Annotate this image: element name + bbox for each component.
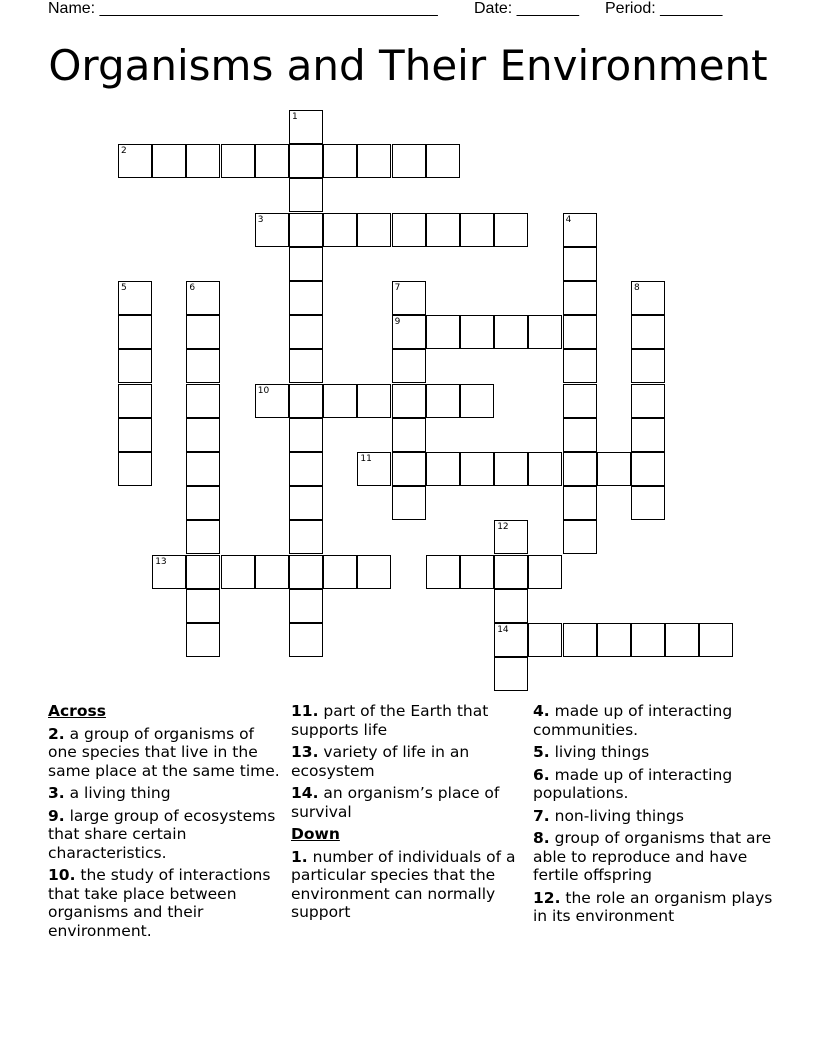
crossword-cell[interactable] [631,486,665,520]
period-field-label: Period: _______ [605,0,723,17]
name-field-label: Name: ______________________________________ [48,0,438,17]
crossword-cell[interactable] [357,555,391,589]
crossword-cell[interactable] [186,349,220,383]
crossword-cell[interactable] [494,555,528,589]
crossword-cell[interactable] [289,178,323,212]
crossword-cell[interactable] [152,144,186,178]
crossword-cell[interactable] [631,384,665,418]
crossword-cell[interactable] [186,486,220,520]
clue-number: 3. [48,784,65,802]
crossword-cell[interactable] [392,281,426,315]
crossword-cell[interactable] [186,452,220,486]
cell-number: 12 [497,522,509,533]
crossword-cell[interactable] [665,623,699,657]
crossword-cell[interactable] [631,281,665,315]
crossword-cell[interactable] [289,384,323,418]
crossword-cell[interactable] [392,384,426,418]
crossword-cell[interactable] [631,349,665,383]
clue-number: 10. [48,866,76,884]
across-heading: Across [48,702,106,720]
crossword-cell[interactable] [392,452,426,486]
clue-number: 5. [533,743,550,761]
crossword-cell[interactable] [460,315,494,349]
crossword-cell[interactable] [289,520,323,554]
clue-down-4 [533,702,773,739]
crossword-cell[interactable] [494,213,528,247]
crossword-cell[interactable] [528,315,562,349]
crossword-cell[interactable] [426,555,460,589]
crossword-cell[interactable] [631,623,665,657]
cell-number: 4 [565,214,572,225]
crossword-cell[interactable] [460,213,494,247]
clue-down-7 [533,807,773,826]
crossword-cell[interactable] [118,452,152,486]
down-heading: Down [291,825,340,843]
clue-text: made up of interacting populations. [533,765,733,802]
crossword-cell[interactable] [323,555,357,589]
clue-number: 6. [533,765,550,784]
crossword-cell[interactable] [528,452,562,486]
crossword-cell[interactable] [221,555,255,589]
crossword-cell[interactable] [357,452,391,486]
clue-across-10 [48,866,280,940]
clue-across-3 [48,784,280,803]
crossword-cell[interactable] [392,144,426,178]
crossword-cell[interactable] [426,452,460,486]
clue-text: the study of interactions that take place between organisms and their environment. [48,866,271,940]
crossword-cell[interactable] [357,144,391,178]
crossword-cell[interactable] [563,247,597,281]
cell-number: 8 [634,283,640,293]
clue-text: an organism’s place of survival [291,784,500,821]
crossword-cell[interactable] [118,418,152,452]
crossword-cell[interactable] [255,144,289,178]
crossword-cell[interactable] [563,623,597,657]
clue-number: 14. [291,784,319,802]
crossword-cell[interactable] [289,315,323,349]
crossword-cell[interactable] [289,589,323,623]
crossword-cell[interactable] [289,349,323,383]
clue-text: the role an organism plays in its environment [533,888,773,925]
clue-down-1 [291,848,526,922]
crossword-cell[interactable] [186,589,220,623]
crossword-cell[interactable] [118,349,152,383]
cell-number: 9 [394,317,401,328]
crossword-cell[interactable] [699,623,733,657]
clue-number: 4. [533,702,550,720]
crossword-cell[interactable] [631,418,665,452]
crossword-cell[interactable] [563,452,597,486]
crossword-cell[interactable] [289,144,323,178]
clues-column-1 [48,702,280,944]
clue-across-2 [48,725,280,781]
crossword-cell[interactable] [118,384,152,418]
crossword-cell[interactable] [460,384,494,418]
date-field-label: Date: _______ [474,0,579,17]
clue-down-6 [533,766,773,803]
crossword-cell[interactable] [118,144,152,178]
crossword-cell[interactable] [255,213,289,247]
crossword-cell[interactable] [289,110,323,144]
crossword-cell[interactable] [563,520,597,554]
crossword-cell[interactable] [392,213,426,247]
crossword-cell[interactable] [323,384,357,418]
crossword-cell[interactable] [289,213,323,247]
crossword-cell[interactable] [186,315,220,349]
clue-down-5 [533,743,773,762]
crossword-cell[interactable] [426,144,460,178]
crossword-cell[interactable] [186,384,220,418]
clue-number: 8. [533,829,550,847]
crossword-cell[interactable] [597,452,631,486]
clue-text: variety of life in an ecosystem [291,743,470,780]
crossword-cell[interactable] [186,623,220,657]
clue-across-11 [291,702,526,739]
clue-number: 11. [291,702,319,720]
crossword-cell[interactable] [323,213,357,247]
crossword-cell[interactable] [289,555,323,589]
cell-number: 5 [121,283,127,293]
crossword-cell[interactable] [392,418,426,452]
crossword-cell[interactable] [186,281,220,315]
crossword-cell[interactable] [289,486,323,520]
cell-number: 2 [121,146,127,157]
crossword-cell[interactable] [392,349,426,383]
crossword-cell[interactable] [426,384,460,418]
cell-number: 14 [497,625,509,635]
crossword-cell[interactable] [186,144,220,178]
crossword-cell[interactable] [460,555,494,589]
clue-number: 9. [48,806,65,825]
crossword-cell[interactable] [426,213,460,247]
cell-number: 10 [257,385,270,396]
clue-text: living things [549,743,650,761]
crossword-cell[interactable] [323,144,357,178]
cell-number: 7 [394,283,401,293]
crossword-cell[interactable] [289,281,323,315]
clue-down-8 [533,829,773,885]
crossword-cell[interactable] [563,213,597,247]
clue-text: a living thing [64,784,171,802]
crossword-cell[interactable] [494,452,528,486]
clue-across-13 [291,743,526,780]
crossword-cell[interactable] [221,144,255,178]
cell-number: 13 [155,556,167,567]
crossword-cell[interactable] [255,384,289,418]
clue-text: a group of organisms of one species that live in the same place at the same time. [48,724,280,780]
crossword-cell[interactable] [563,315,597,349]
crossword-cell[interactable] [118,281,152,315]
crossword-cell[interactable] [494,589,528,623]
crossword-cell[interactable] [563,349,597,383]
clue-text: part of the Earth that supports life [291,702,489,739]
clue-text: large group of ecosystems that share certain characteristics. [48,806,276,862]
clue-number: 12. [533,888,561,907]
crossword-cell[interactable] [494,315,528,349]
cell-number: 1 [292,112,298,122]
crossword-cell[interactable] [392,315,426,349]
crossword-cell[interactable] [289,452,323,486]
crossword-cell[interactable] [494,623,528,657]
crossword-cell[interactable] [186,555,220,589]
cell-number: 11 [360,454,372,464]
clue-number: 1. [291,847,308,866]
clue-across-14 [291,784,526,821]
cell-number: 3 [257,214,264,225]
clue-text: group of organisms that are able to reproduce and have fertile offspring [533,829,772,884]
clues-column-2 [291,702,526,926]
crossword-cell[interactable] [528,555,562,589]
clue-down-12 [533,889,773,926]
crossword-cell[interactable] [289,418,323,452]
crossword-cell[interactable] [597,623,631,657]
clue-text: made up of interacting communities. [533,702,733,739]
clue-number: 7. [533,806,550,825]
crossword-cell[interactable] [357,384,391,418]
clue-across-9 [48,807,280,863]
crossword-cell[interactable] [118,315,152,349]
crossword-cell[interactable] [289,247,323,281]
crossword-cell[interactable] [494,520,528,554]
clue-text: non-living things [549,806,684,825]
crossword-cell[interactable] [255,555,289,589]
page-title: Organisms and Their Environment [48,41,768,90]
clue-number: 13. [291,743,319,761]
clue-number: 2. [48,724,65,743]
crossword-cell[interactable] [494,657,528,691]
crossword-cell[interactable] [631,315,665,349]
crossword-cell[interactable] [186,520,220,554]
crossword-cell[interactable] [152,555,186,589]
crossword-cell[interactable] [528,623,562,657]
crossword-cell[interactable] [563,418,597,452]
crossword-cell[interactable] [460,452,494,486]
crossword-cell[interactable] [289,623,323,657]
crossword-cell[interactable] [563,281,597,315]
crossword-cell[interactable] [563,384,597,418]
clues-column-3 [533,702,773,930]
crossword-cell[interactable] [563,486,597,520]
crossword-cell[interactable] [186,418,220,452]
crossword-cell[interactable] [631,452,665,486]
crossword-cell[interactable] [426,315,460,349]
clue-text: number of individuals of a particular species that the environment can normally support [291,847,516,921]
crossword-cell[interactable] [392,486,426,520]
cell-number: 6 [189,283,196,293]
crossword-cell[interactable] [357,213,391,247]
